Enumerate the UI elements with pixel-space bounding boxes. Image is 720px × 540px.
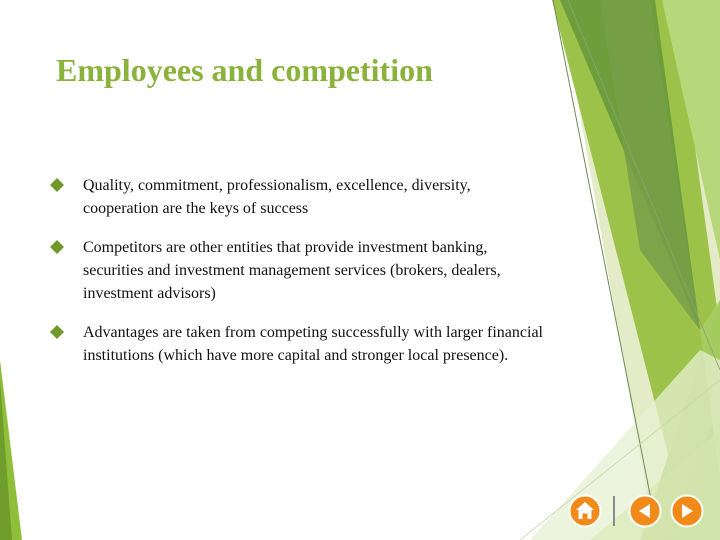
navigation-bar (566, 490, 716, 534)
bullet-item (48, 236, 548, 305)
slide-title: Employees and competition (56, 52, 433, 88)
home-icon[interactable] (568, 494, 602, 528)
bullet-text: Competitors are other entities that provide investment banking, securities and investment management services (brokers, dealers, investment advisors) (83, 239, 501, 302)
bullet-text: Quality, commitment, professionalism, excellence, diversity, cooperation are the keys of success (83, 177, 471, 217)
diamond-bullet-icon (50, 178, 64, 192)
bullet-text: Advantages are taken from competing successfully with larger financial institutions (which have more capital and stronger local presence). (83, 324, 543, 364)
bullet-item (48, 174, 548, 220)
diamond-bullet-icon (50, 325, 64, 339)
diamond-bullet-icon (50, 240, 64, 254)
arrow-right-icon[interactable] (670, 494, 704, 528)
bullet-list (48, 174, 548, 383)
arrow-left-icon[interactable] (628, 494, 662, 528)
bullet-item (48, 321, 548, 367)
nav-divider (613, 496, 615, 526)
